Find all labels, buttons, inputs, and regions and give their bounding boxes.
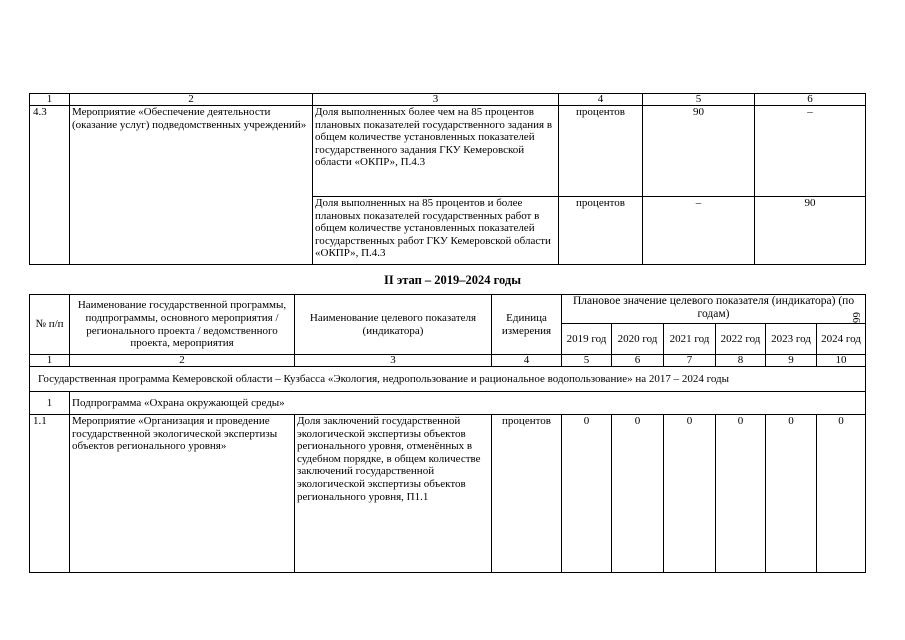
- value-2024: 0: [817, 415, 866, 573]
- col-num-5: 5: [562, 355, 612, 367]
- value-2020: 0: [612, 415, 664, 573]
- header-program: Наименование государственной программы, подпрограммы, основного мероприятия / регионального проекта / ведомственного проекта, мероприятия: [70, 295, 295, 355]
- header-year: 2022 год: [716, 324, 766, 355]
- value-cell: –: [643, 197, 755, 265]
- header-unit: Единица измерения: [492, 295, 562, 355]
- col-num-4: 4: [492, 355, 562, 367]
- header-row: [30, 295, 866, 324]
- table-row: [30, 106, 866, 197]
- header-indicator: Наименование целевого показателя (индикатора): [295, 295, 492, 355]
- unit-cell: процентов: [559, 106, 643, 197]
- value-cell: 90: [755, 197, 866, 265]
- measure-name: Мероприятие «Обеспечение деятельности (оказание услуг) подведомственных учреждений»: [70, 106, 313, 265]
- table-row: [30, 415, 866, 573]
- stage-title: II этап – 2019–2024 годы: [383, 273, 522, 287]
- header-year: 2021 год: [664, 324, 716, 355]
- indicator-name: Доля выполненных более чем на 85 процентов плановых показателей государственного задания в общем количестве установленных показателей государственного задания ГКУ Кемеровской области «ОКПР», П.4.3: [313, 106, 559, 197]
- program-row: [30, 367, 866, 392]
- value-cell: 90: [643, 106, 755, 197]
- indicator-name: Доля заключений государственной экологической экспертизы объектов регионального уровня, отменённых в судебном порядке, в общем количестве заключений государственной экологической экспертизы объектов регионального уровня, П1.1: [295, 415, 492, 573]
- col-num-8: 8: [716, 355, 766, 367]
- value-2022: 0: [716, 415, 766, 573]
- header-year: 2020 год: [612, 324, 664, 355]
- value-2021: 0: [664, 415, 716, 573]
- subprogram-title: Подпрограмма «Охрана окружающей среды»: [70, 392, 866, 415]
- header-year: 2024 год: [817, 324, 866, 355]
- program-title: Государственная программа Кемеровской области – Кузбасса «Экология, недропользование и рациональное водопользование» на 2017 – 2024 годы: [30, 367, 866, 392]
- col-num-10: 10: [817, 355, 866, 367]
- column-number-row: [30, 94, 866, 106]
- col-num-4: 4: [559, 94, 643, 106]
- column-number-row: [30, 355, 866, 367]
- header-year: 2023 год: [766, 324, 817, 355]
- header-plan: Плановое значение целевого показателя (индикатора) (по годам): [562, 295, 866, 324]
- measure-name: Мероприятие «Организация и проведение государственной экологической экспертизы объектов регионального уровня»: [70, 415, 295, 573]
- subprogram-row: [30, 392, 866, 415]
- indicators-table-stage1: [29, 93, 866, 265]
- col-num-9: 9: [766, 355, 817, 367]
- header-year: 2019 год: [562, 324, 612, 355]
- unit-cell: процентов: [492, 415, 562, 573]
- col-num-1: 1: [30, 355, 70, 367]
- col-num-3: 3: [295, 355, 492, 367]
- col-num-3: 3: [313, 94, 559, 106]
- unit-cell: процентов: [559, 197, 643, 265]
- row-number: 4.3: [30, 106, 70, 265]
- col-num-6: 6: [612, 355, 664, 367]
- indicators-table-stage2: [29, 294, 866, 573]
- col-num-6: 6: [755, 94, 866, 106]
- col-num-2: 2: [70, 355, 295, 367]
- indicator-name: Доля выполненных на 85 процентов и более плановых показателей государственных работ в общем количестве установленных показателей государственных работ ГКУ Кемеровской области «ОКПР», П.4.3: [313, 197, 559, 265]
- col-num-7: 7: [664, 355, 716, 367]
- page-number: 66: [850, 312, 862, 323]
- col-num-5: 5: [643, 94, 755, 106]
- row-number: 1.1: [30, 415, 70, 573]
- header-num: № п/п: [30, 295, 70, 355]
- value-2019: 0: [562, 415, 612, 573]
- subprogram-num: 1: [30, 392, 70, 415]
- value-2023: 0: [766, 415, 817, 573]
- col-num-1: 1: [30, 94, 70, 106]
- value-cell: –: [755, 106, 866, 197]
- col-num-2: 2: [70, 94, 313, 106]
